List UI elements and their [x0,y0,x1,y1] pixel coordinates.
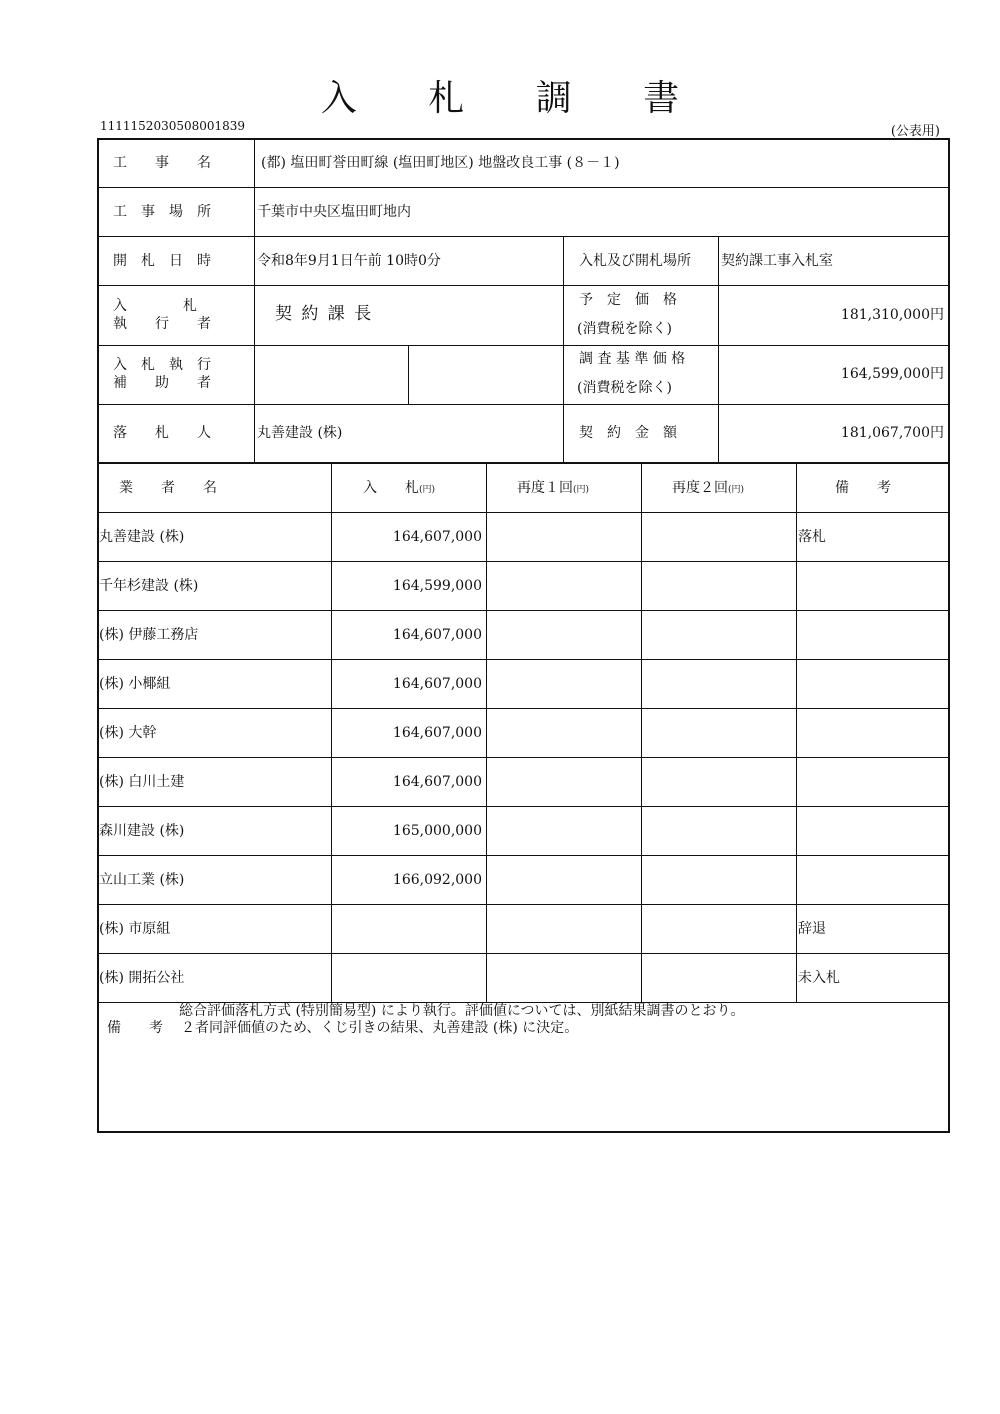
row-divider [99,345,948,346]
planned-price-label-line2: (消費税を除く) [577,321,672,337]
column-header-rebid1: 再度１回(円) [517,480,590,496]
document-number: 1111152030508001839 [100,119,246,133]
column-header-company: 業 者 名 [119,480,217,496]
column-divider [486,463,487,1002]
column-header-remarks: 備 考 [835,480,891,496]
planned-price: 181,310,000円 [840,307,944,323]
construction-name-label: 工 事 名 [113,155,211,171]
row-company: 森川建設 (株) [99,823,185,839]
opening-date: 令和8年9月1日午前 10時0分 [257,253,441,269]
executor-label-line2: 執 行 者 [113,316,211,332]
row-remarks: 落札 [798,529,826,545]
column-divider [563,236,564,463]
row-bid: 166,092,000 [392,872,482,888]
row-bid: 165,000,000 [392,823,482,839]
column-header-bid: 入 札(円) [363,480,436,496]
opening-place-label: 入札及び開札場所 [579,253,691,269]
row-company: (株) 大幹 [99,725,157,741]
opening-date-label: 開 札 日 時 [113,253,211,269]
winner-label: 落 札 人 [113,425,211,441]
row-bid: 164,607,000 [392,627,482,643]
column-divider [796,463,797,1002]
executor: 契 約 課 長 [275,304,374,324]
notes-label: 備 考 [107,1020,163,1036]
row-divider [99,904,948,905]
survey-price: 164,599,000円 [840,366,944,382]
construction-name: (都) 塩田町誉田町線 (塩田町地区) 地盤改良工事 (８－１) [261,155,620,171]
construction-site: 千葉市中央区塩田町地内 [257,204,411,220]
opening-place: 契約課工事入札室 [721,253,833,269]
assistant-label-line1: 入 札 執 行 [113,357,211,373]
row-company: 丸善建設 (株) [99,529,185,545]
row-company: (株) 小椰組 [99,676,171,692]
row-bid: 164,607,000 [392,725,482,741]
row-divider [99,285,948,286]
row-divider [99,855,948,856]
row-bid: 164,607,000 [392,676,482,692]
row-divider [99,512,948,513]
row-company: (株) 市原組 [99,921,171,937]
contract-amount-label: 契 約 金 額 [579,425,677,441]
contract-amount: 181,067,700円 [840,425,944,441]
row-divider [99,610,948,611]
survey-price-label-line2: (消費税を除く) [577,380,672,396]
row-divider [99,404,948,405]
row-divider [99,236,948,237]
row-company: (株) 白川土建 [99,774,185,790]
bid-record-sheet [97,138,950,1133]
row-company: 立山工業 (株) [99,872,185,888]
row-divider [99,757,948,758]
notes-line1: 総合評価落札方式 (特別簡易型) により執行。評価値については、別紙結果調書のとおり。 [179,1003,745,1019]
column-divider [254,140,255,463]
row-divider [99,187,948,188]
row-remarks: 辞退 [798,921,826,937]
row-divider [99,806,948,807]
notes-line2: ２者同評価値のため、くじ引きの結果、丸善建設 (株) に決定。 [181,1020,579,1036]
column-header-rebid2: 再度２回(円) [672,480,745,496]
row-remarks: 未入札 [798,970,840,986]
column-divider [408,345,409,404]
row-company: (株) 開拓公社 [99,970,185,986]
row-divider [99,708,948,709]
assistant-label-line2: 補 助 者 [113,375,211,391]
row-company: (株) 伊藤工務店 [99,627,199,643]
winner: 丸善建設 (株) [257,425,343,441]
survey-price-label-line1: 調 査 基 準 価 格 [579,351,686,367]
row-divider [99,659,948,660]
row-bid: 164,599,000 [392,578,482,594]
row-divider [99,462,948,464]
column-divider [641,463,642,1002]
row-company: 千年杉建設 (株) [99,578,199,594]
document-title: 入 札 調 書 [320,78,710,119]
executor-label-line1: 入 札 [113,298,197,314]
row-divider [99,953,948,954]
row-divider [99,561,948,562]
construction-site-label: 工 事 場 所 [113,204,211,220]
row-bid: 164,607,000 [392,529,482,545]
planned-price-label-line1: 予 定 価 格 [579,292,677,308]
usage-label: (公表用) [890,124,940,139]
row-bid: 164,607,000 [392,774,482,790]
